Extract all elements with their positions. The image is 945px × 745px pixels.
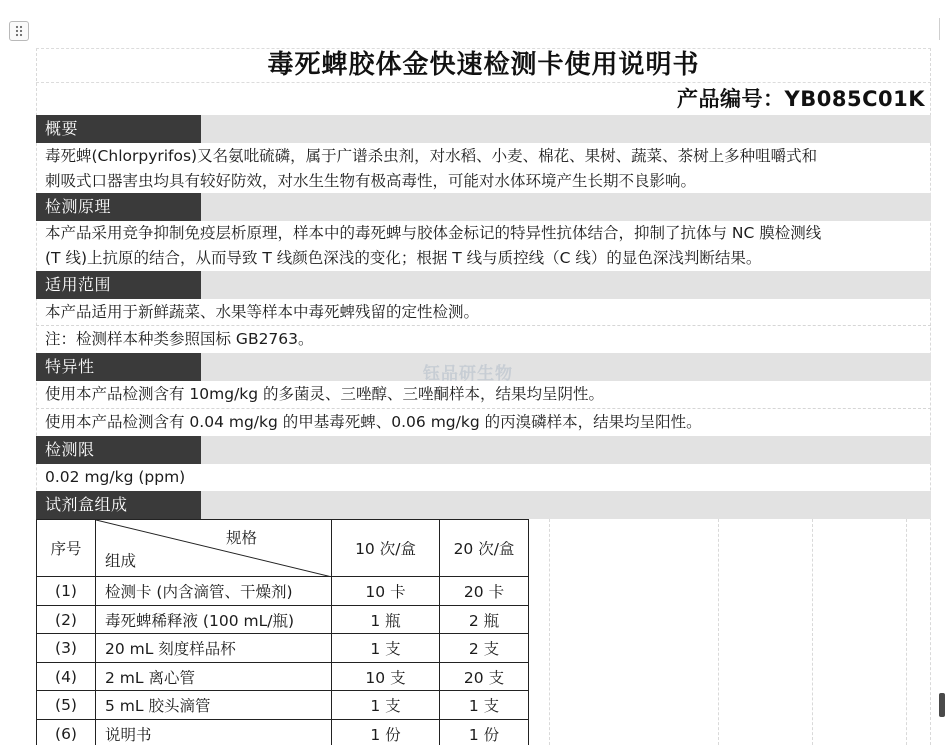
grid-line bbox=[549, 519, 550, 745]
row-no: (5) bbox=[37, 691, 96, 720]
kit-composition-table bbox=[36, 519, 529, 745]
section-principle bbox=[36, 193, 931, 221]
row-qty-10: 1 支 bbox=[332, 634, 440, 663]
detection-limit-value: 0.02 mg/kg (ppm) bbox=[45, 468, 186, 486]
row-component: 5 mL 胶头滴管 bbox=[96, 691, 332, 720]
section-heading: 适用范围 bbox=[36, 271, 201, 299]
row-no: (3) bbox=[37, 634, 96, 663]
row-qty-10: 1 瓶 bbox=[332, 606, 440, 634]
page-edge-marker bbox=[939, 18, 943, 40]
product-code: 产品编号：YB085C01K bbox=[677, 87, 925, 111]
section-heading: 检测限 bbox=[36, 436, 201, 464]
header-diagonal-cell bbox=[96, 520, 332, 577]
header-spec: 规格 bbox=[225, 529, 257, 547]
header-10: 10 次/盒 bbox=[332, 520, 440, 577]
table-header-row bbox=[37, 520, 529, 577]
header-20: 20 次/盒 bbox=[440, 520, 529, 577]
row-no: (2) bbox=[37, 606, 96, 634]
header-no: 序号 bbox=[37, 520, 96, 577]
row-qty-10: 10 卡 bbox=[332, 577, 440, 606]
principle-line: 本产品采用竞争抑制免疫层析原理，样本中的毒死蜱与胶体金标记的特异性抗体结合，抑制了抗体与 NC 膜检测线 bbox=[45, 224, 822, 242]
scope-line: 本产品适用于新鲜蔬菜、水果等样本中毒死蜱残留的定性检测。 bbox=[45, 303, 480, 321]
section-heading: 检测原理 bbox=[36, 193, 201, 221]
scroll-thumb[interactable] bbox=[939, 693, 945, 717]
row-qty-20: 1 支 bbox=[440, 691, 529, 720]
scope-note: 注：检测样本种类参照国标 GB2763。 bbox=[45, 330, 314, 348]
table-row bbox=[37, 606, 529, 634]
section-limit bbox=[36, 436, 931, 464]
table-row bbox=[37, 634, 529, 663]
document-sheet bbox=[36, 48, 931, 745]
section-heading: 概要 bbox=[36, 115, 201, 143]
row-qty-20: 20 卡 bbox=[440, 577, 529, 606]
row-no: (4) bbox=[37, 663, 96, 691]
watermark: 钰品研生物 bbox=[423, 364, 513, 384]
overview-line: 刺吸式口器害虫均具有较好防效，对水生生物有极高毒性，可能对水体环境产生长期不良影响。 bbox=[45, 172, 697, 190]
table-move-handle[interactable] bbox=[9, 21, 29, 41]
table-row bbox=[37, 720, 529, 745]
row-component: 20 mL 刻度样品杯 bbox=[96, 634, 332, 663]
principle-line: (T 线)上抗原的结合，从而导致 T 线颜色深浅的变化；根据 T 线与质控线（C 线）的显色深浅判断结果。 bbox=[45, 249, 762, 267]
grid-line bbox=[36, 82, 931, 83]
specificity-line: 使用本产品检测含有 10mg/kg 的多菌灵、三唑醇、三唑酮样本，结果均呈阴性。 bbox=[45, 385, 605, 403]
section-kit bbox=[36, 491, 931, 519]
grid-line bbox=[930, 48, 931, 745]
table-row bbox=[37, 577, 529, 606]
row-qty-20: 20 支 bbox=[440, 663, 529, 691]
row-qty-20: 2 瓶 bbox=[440, 606, 529, 634]
overview-line: 毒死蜱(Chlorpyrifos)又名氨吡硫磷，属于广谱杀虫剂，对水稻、小麦、棉花、果树、蔬菜、茶树上多种咀嚼式和 bbox=[45, 147, 818, 165]
table-row bbox=[37, 691, 529, 720]
specificity-line: 使用本产品检测含有 0.04 mg/kg 的甲基毒死蜱、0.06 mg/kg 的丙溴磷样本，结果均呈阳性。 bbox=[45, 413, 702, 431]
row-component: 2 mL 离心管 bbox=[96, 663, 332, 691]
grid-line bbox=[718, 519, 719, 745]
row-component: 检测卡 (内含滴管、干燥剂) bbox=[96, 577, 332, 606]
row-qty-10: 10 支 bbox=[332, 663, 440, 691]
row-no: (1) bbox=[37, 577, 96, 606]
header-component: 组成 bbox=[105, 552, 137, 570]
document-title: 毒死蜱胶体金快速检测卡使用说明书 bbox=[267, 50, 700, 80]
section-heading: 试剂盒组成 bbox=[36, 491, 201, 519]
section-overview bbox=[36, 115, 931, 143]
grid-line bbox=[812, 519, 813, 745]
row-qty-20: 1 份 bbox=[440, 720, 529, 745]
row-no: (6) bbox=[37, 720, 96, 745]
row-qty-20: 2 支 bbox=[440, 634, 529, 663]
row-component: 说明书 bbox=[96, 720, 332, 745]
row-qty-10: 1 份 bbox=[332, 720, 440, 745]
table-row bbox=[37, 663, 529, 691]
move-handle-icon bbox=[14, 25, 24, 37]
section-heading: 特异性 bbox=[36, 353, 201, 381]
row-component: 毒死蜱稀释液 (100 mL/瓶) bbox=[96, 606, 332, 634]
section-scope bbox=[36, 271, 931, 299]
grid-line bbox=[906, 519, 907, 745]
row-qty-10: 1 支 bbox=[332, 691, 440, 720]
